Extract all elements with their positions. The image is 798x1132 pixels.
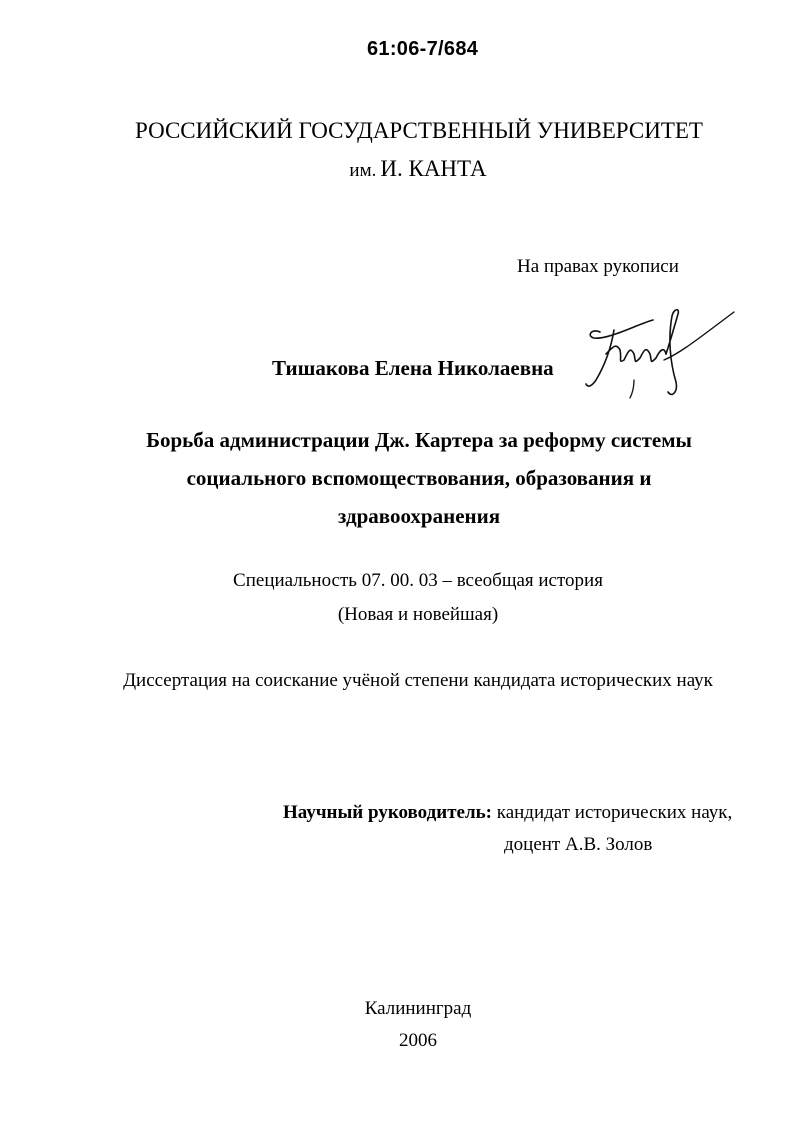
university-named-after: И. КАНТА (380, 156, 487, 181)
author-name: Тишакова Елена Николаевна (272, 356, 554, 380)
supervisor-degree: кандидат исторических наук, (496, 802, 733, 823)
dissertation-title-line-2: социального вспомоществования, образования и (186, 466, 652, 490)
supervisor-line (283, 802, 732, 824)
manuscript-rights-note: На правах рукописи (517, 256, 679, 277)
university-subtitle (0, 156, 798, 182)
signature-icon (578, 302, 738, 412)
supervisor-name: доцент А.В. Золов (504, 834, 653, 855)
archive-stamp: 61:06-7/684 (367, 38, 479, 60)
city: Калининград (364, 998, 472, 1019)
dissertation-title-line-1: Борьба администрации Дж. Картера за реформу системы (146, 428, 692, 452)
supervisor-label: Научный руководитель: (283, 802, 492, 823)
year: 2006 (399, 1030, 437, 1051)
dissertation-title-line-3: здравоохранения (337, 504, 501, 528)
specialty-line: Специальность 07. 00. 03 – всеобщая история (233, 570, 603, 591)
dissertation-note: Диссертация на соискание учёной степени кандидата исторических наук (123, 670, 713, 691)
specialty-subline: (Новая и новейшая) (337, 604, 499, 625)
university-name: РОССИЙСКИЙ ГОСУДАРСТВЕННЫЙ УНИВЕРСИТЕТ (135, 118, 703, 143)
university-prefix: им. (349, 160, 377, 181)
